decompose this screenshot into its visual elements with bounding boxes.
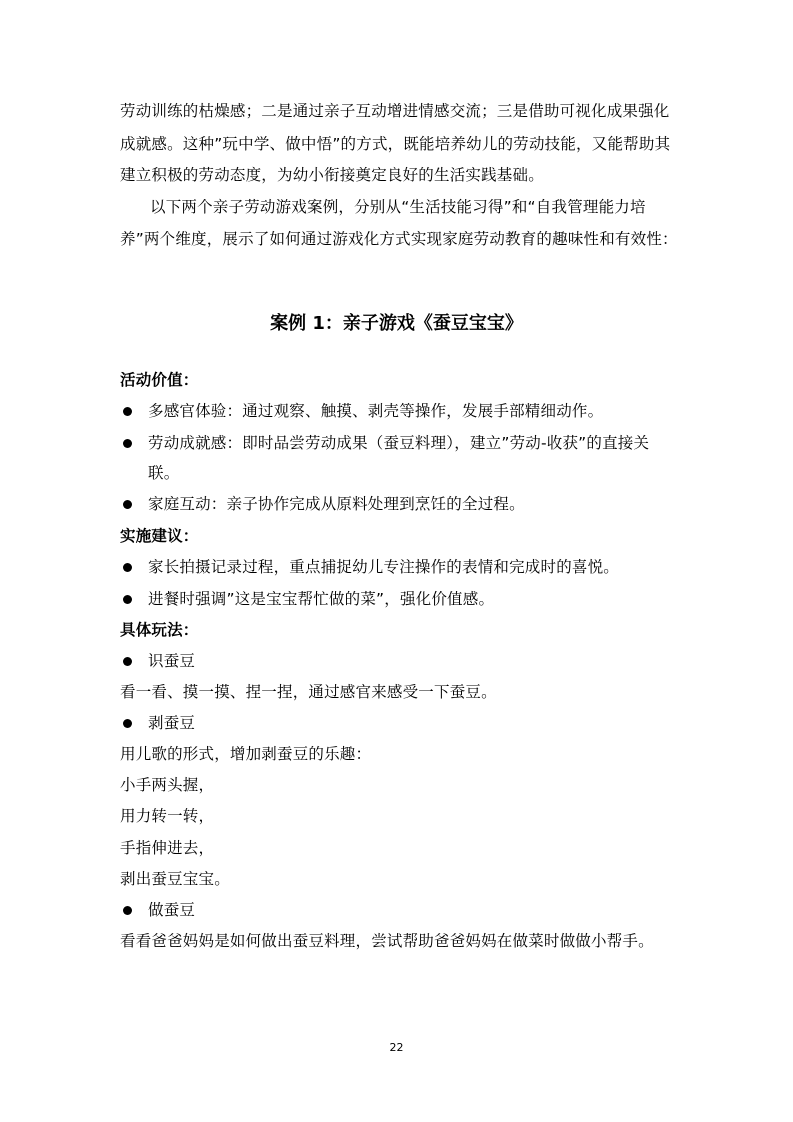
bullet-icon (123, 500, 132, 509)
bullet-icon (123, 906, 132, 915)
step-3-title: 做蚕豆 (148, 901, 196, 919)
value-item-2-continued: 联。 (148, 464, 180, 482)
rhyme-line-2: 用力转一转， (120, 807, 215, 825)
value-item-1: 多感官体验：通过观察、触摸、剥壳等操作，发展手部精细动作。 (148, 402, 604, 420)
bullet-icon (123, 563, 132, 572)
page-number: 22 (389, 1041, 404, 1054)
rhyme-line-4: 剥出蚕豆宝宝。 (120, 870, 230, 888)
intro-line-2: 成就感。这种”玩中学、做中悟”的方式，既能培养幼儿的劳动技能，又能帮助其 (120, 135, 671, 153)
value-item-3: 家庭互动：亲子协作完成从原料处理到烹饪的全过程。 (148, 495, 525, 513)
rhyme-line-1: 小手两头握， (120, 776, 215, 794)
step-2-text: 用儿歌的形式，增加剥蚕豆的乐趣： (120, 745, 372, 763)
step-3-text: 看看爸爸妈妈是如何做出蚕豆料理，尝试帮助爸爸妈妈在做菜时做做小帮手。 (120, 932, 654, 950)
suggestion-heading: 实施建议： (120, 527, 199, 545)
suggestion-item-2: 进餐时强调”这是宝宝帮忙做的菜”，强化价值感。 (148, 590, 495, 608)
step-1-title: 识蚕豆 (148, 652, 196, 670)
bullet-icon (123, 439, 132, 448)
intro-line-3: 建立积极的劳动态度，为幼小衔接奠定良好的生活实践基础。 (120, 166, 544, 184)
bullet-icon (123, 719, 132, 728)
bullet-icon (123, 657, 132, 666)
value-heading: 活动价值： (120, 371, 199, 389)
case-title: 案例 1：亲子游戏《蚕豆宝宝》 (270, 313, 523, 334)
intro-line-1: 劳动训练的枯燥感；二是通过亲子互动增进情感交流；三是借助可视化成果强化 (120, 102, 670, 120)
intro-line-4: 以下两个亲子劳动游戏案例，分别从“生活技能习得”和“自我管理能力培 (150, 198, 646, 216)
play-heading: 具体玩法： (120, 621, 199, 639)
suggestion-item-1: 家长拍摄记录过程，重点捕捉幼儿专注操作的表情和完成时的喜悦。 (148, 558, 620, 576)
step-1-text: 看一看、摸一摸、捏一捏，通过感官来感受一下蚕豆。 (120, 683, 497, 701)
intro-line-5: 养”两个维度，展示了如何通过游戏化方式实现家庭劳动教育的趣味性和有效性： (120, 230, 678, 248)
rhyme-line-3: 手指伸进去， (120, 839, 215, 857)
value-item-2: 劳动成就感：即时品尝劳动成果（蚕豆料理），建立”劳动-收获”的直接关 (148, 434, 650, 452)
step-2-title: 剥蚕豆 (148, 714, 196, 732)
bullet-icon (123, 595, 132, 604)
bullet-icon (123, 407, 132, 416)
